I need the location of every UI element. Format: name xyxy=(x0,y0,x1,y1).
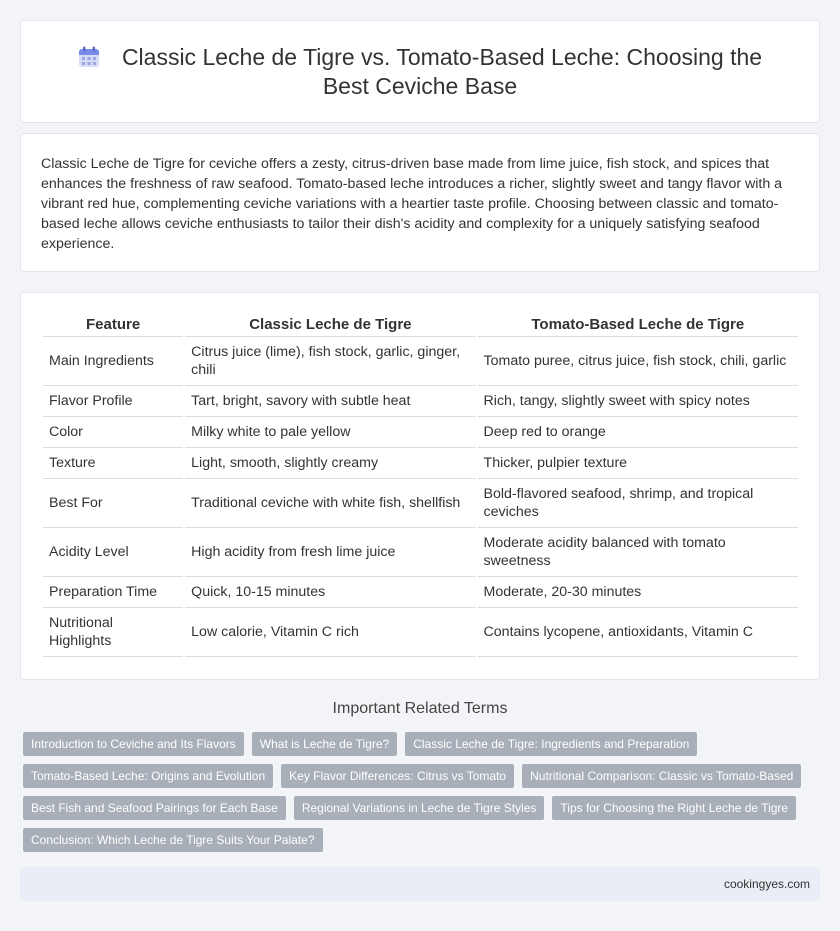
tomato-cell: Moderate, 20-30 minutes xyxy=(478,577,798,608)
classic-cell: Tart, bright, savory with subtle heat xyxy=(185,386,475,417)
related-term-link[interactable]: Tips for Choosing the Right Leche de Tigre xyxy=(552,796,796,820)
feature-cell: Acidity Level xyxy=(43,528,183,577)
feature-cell: Preparation Time xyxy=(43,577,183,608)
header-classic: Classic Leche de Tigre xyxy=(185,315,475,337)
tomato-cell: Bold-flavored seafood, shrimp, and tropical ceviches xyxy=(478,479,798,528)
related-term-link[interactable]: Classic Leche de Tigre: Ingredients and Preparation xyxy=(405,732,697,756)
classic-cell: Quick, 10-15 minutes xyxy=(185,577,475,608)
table-row xyxy=(43,386,798,417)
table-row xyxy=(43,337,798,386)
classic-cell: High acidity from fresh lime juice xyxy=(185,528,475,577)
comparison-table xyxy=(41,315,800,657)
feature-cell: Best For xyxy=(43,479,183,528)
intro-paragraph: Classic Leche de Tigre for ceviche offers a zesty, citrus-driven base made from lime juice, fish stock, and spices that enhances the freshness of raw seafood. Tomato-based leche introduces a richer, slightly sweet and tangy flavor with a vibrant red hue, complementing ceviche variations with a heartier taste profile. Choosing between classic and tomato-based leche allows ceviche enthusiasts to tailor their dish's acidity and complexity for a uniquely satisfying seafood experience. xyxy=(41,156,783,252)
related-term-link[interactable]: Best Fish and Seafood Pairings for Each Base xyxy=(23,796,286,820)
related-term-link[interactable]: Key Flavor Differences: Citrus vs Tomato xyxy=(281,764,514,788)
tomato-cell: Tomato puree, citrus juice, fish stock, chili, garlic xyxy=(478,337,798,386)
related-term-link[interactable]: Tomato-Based Leche: Origins and Evolution xyxy=(23,764,273,788)
tomato-cell: Moderate acidity balanced with tomato sweetness xyxy=(478,528,798,577)
related-term-link[interactable]: Regional Variations in Leche de Tigre Styles xyxy=(294,796,545,820)
table-header-row xyxy=(43,315,798,337)
related-term-link[interactable]: Nutritional Comparison: Classic vs Tomato-Based xyxy=(522,764,801,788)
table-row xyxy=(43,448,798,479)
tomato-cell: Contains lycopene, antioxidants, Vitamin C xyxy=(478,608,798,657)
table-row xyxy=(43,608,798,657)
related-term-link[interactable]: Introduction to Ceviche and Its Flavors xyxy=(23,732,244,756)
title-card xyxy=(20,20,820,123)
feature-cell: Texture xyxy=(43,448,183,479)
header-tomato: Tomato-Based Leche de Tigre xyxy=(478,315,798,337)
feature-cell: Main Ingredients xyxy=(43,337,183,386)
classic-cell: Milky white to pale yellow xyxy=(185,417,475,448)
comparison-card xyxy=(20,292,820,680)
tomato-cell: Deep red to orange xyxy=(478,417,798,448)
table-row xyxy=(43,479,798,528)
footer xyxy=(20,867,820,901)
related-term-link[interactable]: Conclusion: Which Leche de Tigre Suits Your Palate? xyxy=(23,828,323,852)
page-title-text: Classic Leche de Tigre vs. Tomato-Based Leche: Choosing the Best Ceviche Base xyxy=(121,44,763,99)
header-feature: Feature xyxy=(43,315,183,337)
title-wrap xyxy=(61,43,779,101)
feature-cell: Color xyxy=(43,417,183,448)
classic-cell: Light, smooth, slightly creamy xyxy=(185,448,475,479)
classic-cell: Citrus juice (lime), fish stock, garlic, ginger, chili xyxy=(185,337,475,386)
table-row xyxy=(43,577,798,608)
related-terms-list xyxy=(23,732,823,860)
table-row xyxy=(43,528,798,577)
calendar-icon xyxy=(78,46,100,68)
table-row xyxy=(43,417,798,448)
related-term-link[interactable]: What is Leche de Tigre? xyxy=(252,732,397,756)
tomato-cell: Rich, tangy, slightly sweet with spicy notes xyxy=(478,386,798,417)
feature-cell: Nutritional Highlights xyxy=(43,608,183,657)
page-title xyxy=(61,43,779,101)
related-terms-heading: Important Related Terms xyxy=(332,700,508,717)
intro-card xyxy=(20,133,820,272)
tomato-cell: Thicker, pulpier texture xyxy=(478,448,798,479)
classic-cell: Traditional ceviche with white fish, shellfish xyxy=(185,479,475,528)
classic-cell: Low calorie, Vitamin C rich xyxy=(185,608,475,657)
footer-site-name: cookingyes.com xyxy=(723,877,810,891)
feature-cell: Flavor Profile xyxy=(43,386,183,417)
